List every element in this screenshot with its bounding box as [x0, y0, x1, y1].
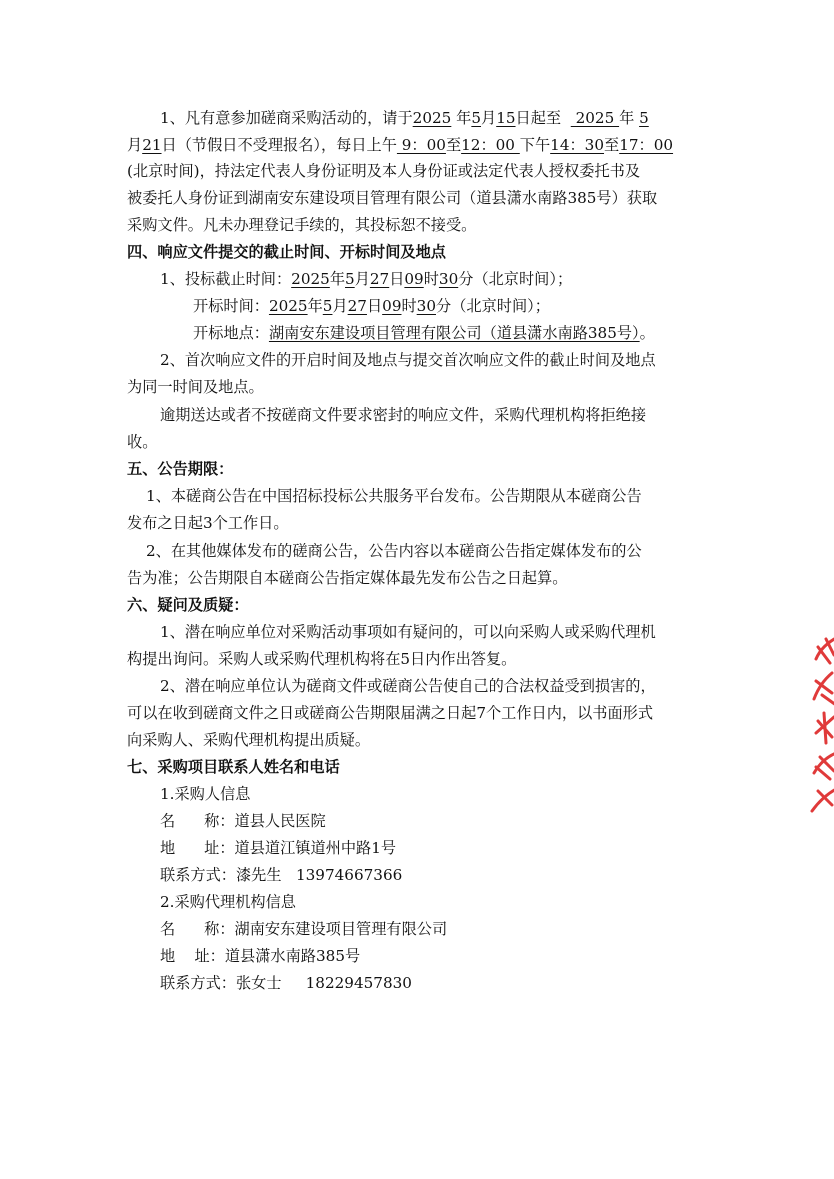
purchaser-name: 名 称：道县人民医院	[160, 812, 326, 830]
section-6-heading: 六、疑问及质疑：	[127, 596, 249, 614]
agency-name: 名 称：湖南安东建设项目管理有限公司	[160, 920, 448, 938]
purchaser-info-title: 1.采购人信息	[160, 785, 251, 803]
section-5-p2-line-1: 2、在其他媒体发布的磋商公告，公告内容以本磋商公告指定媒体发布的公	[146, 542, 642, 560]
bid-deadline: 1、投标截止时间：2025年5月27日09时30分（北京时间）；	[160, 270, 573, 288]
agency-contact: 联系方式：张女士 18229457830	[160, 974, 412, 992]
section-6-p1-line-1: 1、潜在响应单位对采购活动事项如有疑问的，可以向采购人或采购代理机	[160, 623, 656, 641]
section-7-heading: 七、采购项目联系人姓名和电话	[127, 758, 340, 776]
section-4-p2-line-2: 为同一时间及地点。	[127, 378, 264, 396]
registration-line-2: 月21日（节假日不受理报名），每日上午 9：00至12：00 下午14：30至17：00	[127, 136, 674, 154]
section-5-p1-line-1: 1、本磋商公告在中国招标投标公共服务平台发布。公告期限从本磋商公告	[146, 487, 642, 505]
section-6-p2-line-3: 向采购人、采购代理机构提出质疑。	[127, 731, 370, 749]
section-5-heading: 五、公告期限：	[127, 460, 234, 478]
official-seal-stamp	[808, 633, 834, 813]
purchaser-address: 地 址：道县道江镇道州中路1号	[160, 839, 397, 857]
section-5-p1-line-2: 发布之日起3个工作日。	[127, 514, 289, 532]
agency-address: 地 址：道县潇水南路385号	[160, 947, 361, 965]
registration-line-5: 采购文件。凡未办理登记手续的，其投标恕不接受。	[127, 216, 477, 234]
section-6-p1-line-2: 构提出询问。采购人或采购代理机构将在5日内作出答复。	[127, 650, 517, 668]
registration-line-3: (北京时间)，持法定代表人身份证明及本人身份证或法定代表人授权委托书及	[127, 162, 641, 180]
section-4-p3-line-1: 逾期送达或者不按磋商文件要求密封的响应文件，采购代理机构将拒绝接	[160, 406, 646, 424]
section-5-p2-line-2: 告为准；公告期限自本磋商公告指定媒体最先发布公告之日起算。	[127, 569, 568, 587]
registration-line-4: 被委托人身份证到湖南安东建设项目管理有限公司（道县潇水南路385号）获取	[127, 189, 658, 207]
section-6-p2-line-1: 2、潜在响应单位认为磋商文件或磋商公告使自己的合法权益受到损害的，	[160, 677, 656, 695]
opening-time: 开标时间：2025年5月27日09时30分（北京时间）；	[193, 297, 550, 315]
section-6-p2-line-2: 可以在收到磋商文件之日或磋商公告期限届满之日起7个工作日内，以书面形式	[127, 704, 654, 722]
opening-place: 开标地点：湖南安东建设项目管理有限公司（道县潇水南路385号）。	[193, 324, 655, 342]
agency-info-title: 2.采购代理机构信息	[160, 893, 296, 911]
section-4-p2-line-1: 2、首次响应文件的开启时间及地点与提交首次响应文件的截止时间及地点	[160, 351, 656, 369]
seal-graphic	[808, 633, 834, 813]
section-4-p3-line-2: 收。	[127, 433, 158, 451]
purchaser-contact: 联系方式：漆先生 13974667366	[160, 866, 403, 884]
registration-line-1: 1、凡有意参加磋商采购活动的，请于2025 年5月15日起至 2025 年 5	[160, 109, 649, 127]
section-4-heading: 四、响应文件提交的截止时间、开标时间及地点	[127, 243, 446, 261]
